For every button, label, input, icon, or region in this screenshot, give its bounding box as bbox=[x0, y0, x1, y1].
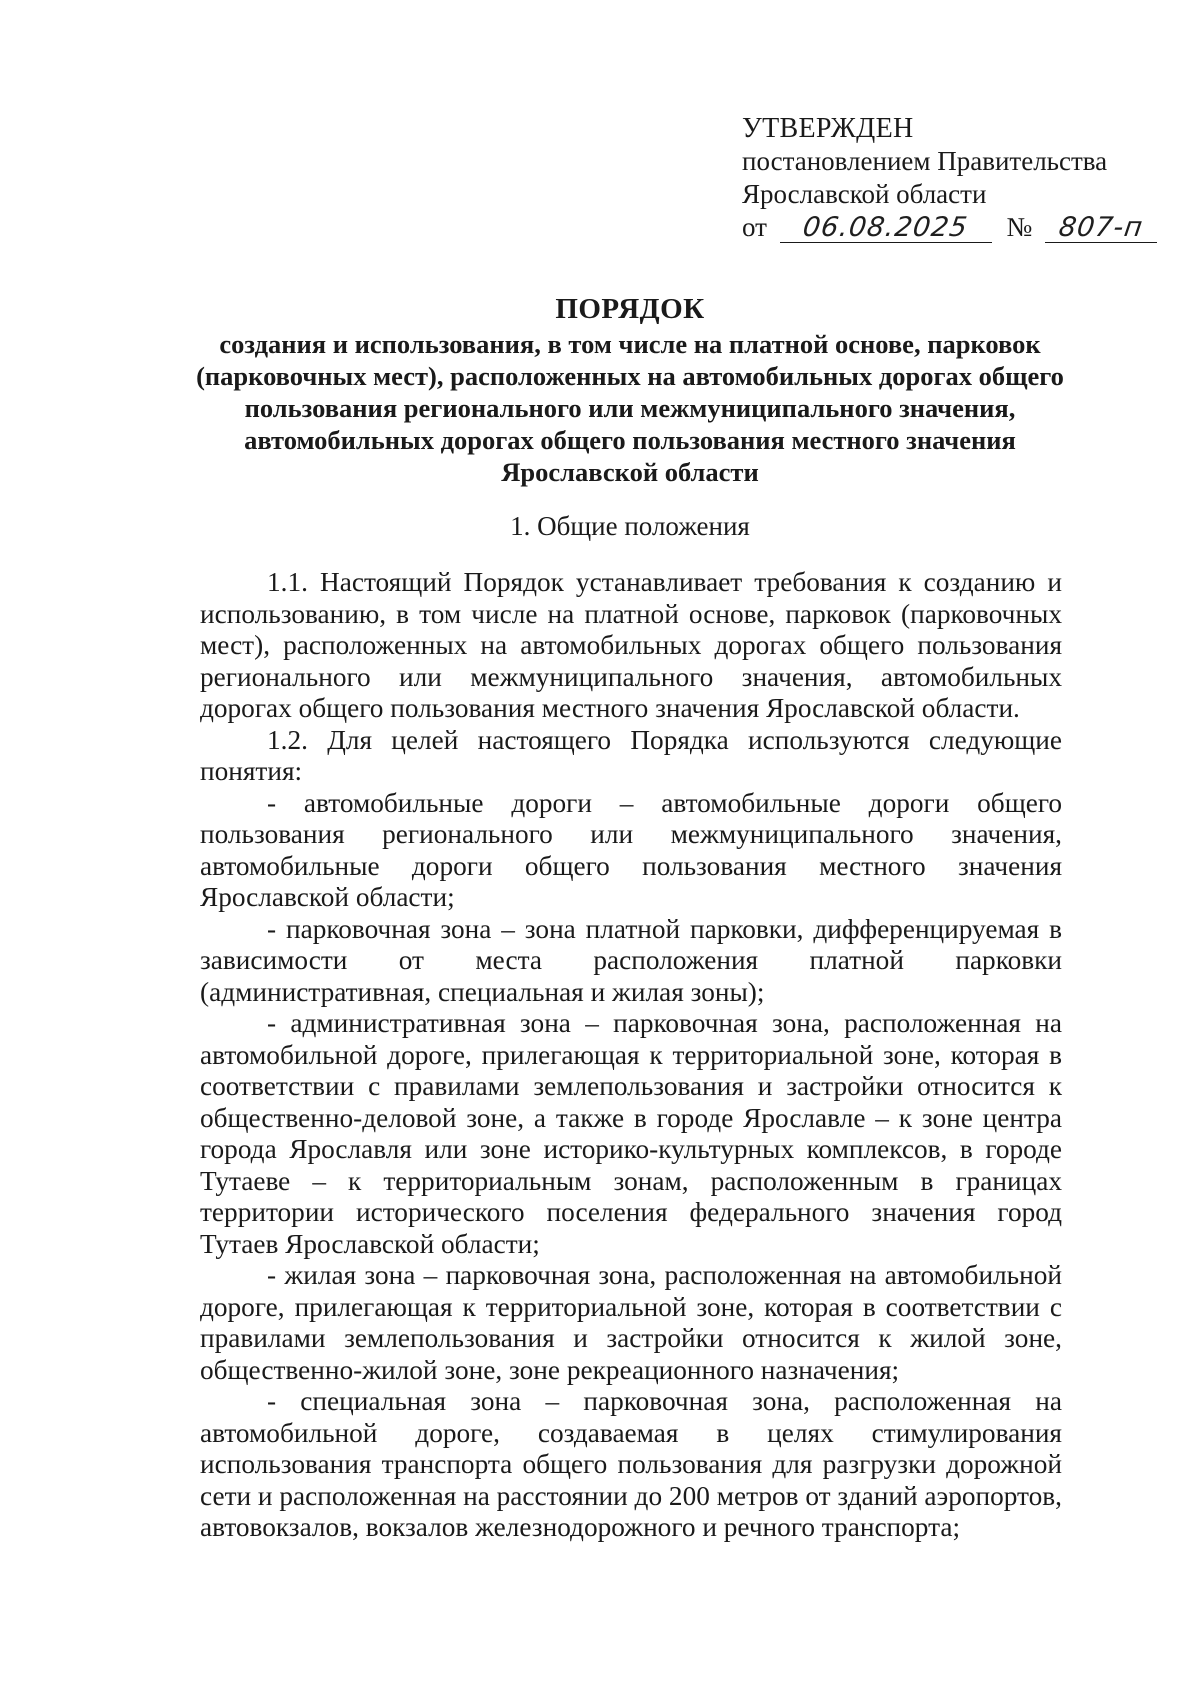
definition-parking-zone: - парковочная зона – зона платной парковки, дифференцируемая в зависимости от места расположения платной парковки (административная, специальная и жилая зоны); bbox=[200, 913, 1062, 1007]
paragraph-1-2: 1.2. Для целей настоящего Порядка используются следующие понятия: bbox=[200, 724, 1062, 786]
handwritten-date: 06.08.2025 bbox=[801, 212, 971, 243]
approval-line-1: постановлением Правительства bbox=[742, 146, 1108, 176]
document-body bbox=[200, 567, 1062, 1544]
definition-residential-zone: - жилая зона – парковочная зона, расположенная на автомобильной дороге, прилегающая к территориальной зоне, которая в соответствии с правилами землепользования и застройки относится к жилой зоне, общественно-жилой зоне, зоне рекреационного назначения; bbox=[200, 1260, 1062, 1385]
paragraph-1-1: 1.1. Настоящий Порядок устанавливает требования к созданию и использованию, в том числе на платной основе, парковок (парковочных мест), расположенных на автомобильных дорогах общего пользования регионального или межмуниципального значения, автомобильных дорогах общего пользования местного значения Ярославской области. bbox=[200, 567, 1062, 723]
document-title-block bbox=[190, 290, 1070, 488]
number-field bbox=[1045, 213, 1157, 243]
date-prefix: от bbox=[742, 212, 767, 242]
approval-block bbox=[742, 112, 1162, 244]
handwritten-number: 807-п bbox=[1056, 212, 1146, 243]
definition-special-zone: - специальная зона – парковочная зона, расположенная на автомобильной дороге, создаваемая в целях стимулирования использования транспорта общего пользования для разгрузки дорожной сети и расположенная на расстоянии до 200 метров от зданий аэропортов, автовокзалов, вокзалов железнодорожного и речного транспорта; bbox=[200, 1386, 1062, 1542]
document-title: ПОРЯДОК bbox=[555, 293, 705, 325]
approval-title: УТВЕРЖДЕН bbox=[742, 113, 914, 144]
section-heading: 1. Общие положения bbox=[510, 511, 750, 541]
approval-line-2: Ярославской области bbox=[742, 179, 987, 209]
number-prefix: № bbox=[1006, 212, 1033, 242]
definition-administrative-zone: - административная зона – парковочная зона, расположенная на автомобильной дороге, прилегающая к территориальной зоне, которая в соответствии с правилами землепользования и застройки относится к общественно-деловой зоне, а также в городе Ярославле – к зоне центра города Ярославля или зоне историко-культурных комплексов, в городе Тутаеве – к территориальным зонам, расположенным в границах территории исторического поселения федерального значения город Тутаев Ярославской области; bbox=[200, 1008, 1062, 1259]
date-field bbox=[780, 213, 992, 243]
document-subtitle: создания и использования, в том числе на платной основе, парковок (парковочных мест), расположенных на автомобильных дорогах общего пользования регионального или межмуниципального значения, автомобильных дорогах общего пользования местного значения Ярославской области bbox=[196, 329, 1064, 487]
approval-date-line bbox=[742, 211, 1162, 244]
definition-roads: - автомобильные дороги – автомобильные дороги общего пользования регионального или межмуниципального значения, автомобильные дороги общего пользования местного значения Ярославской области; bbox=[200, 787, 1062, 912]
